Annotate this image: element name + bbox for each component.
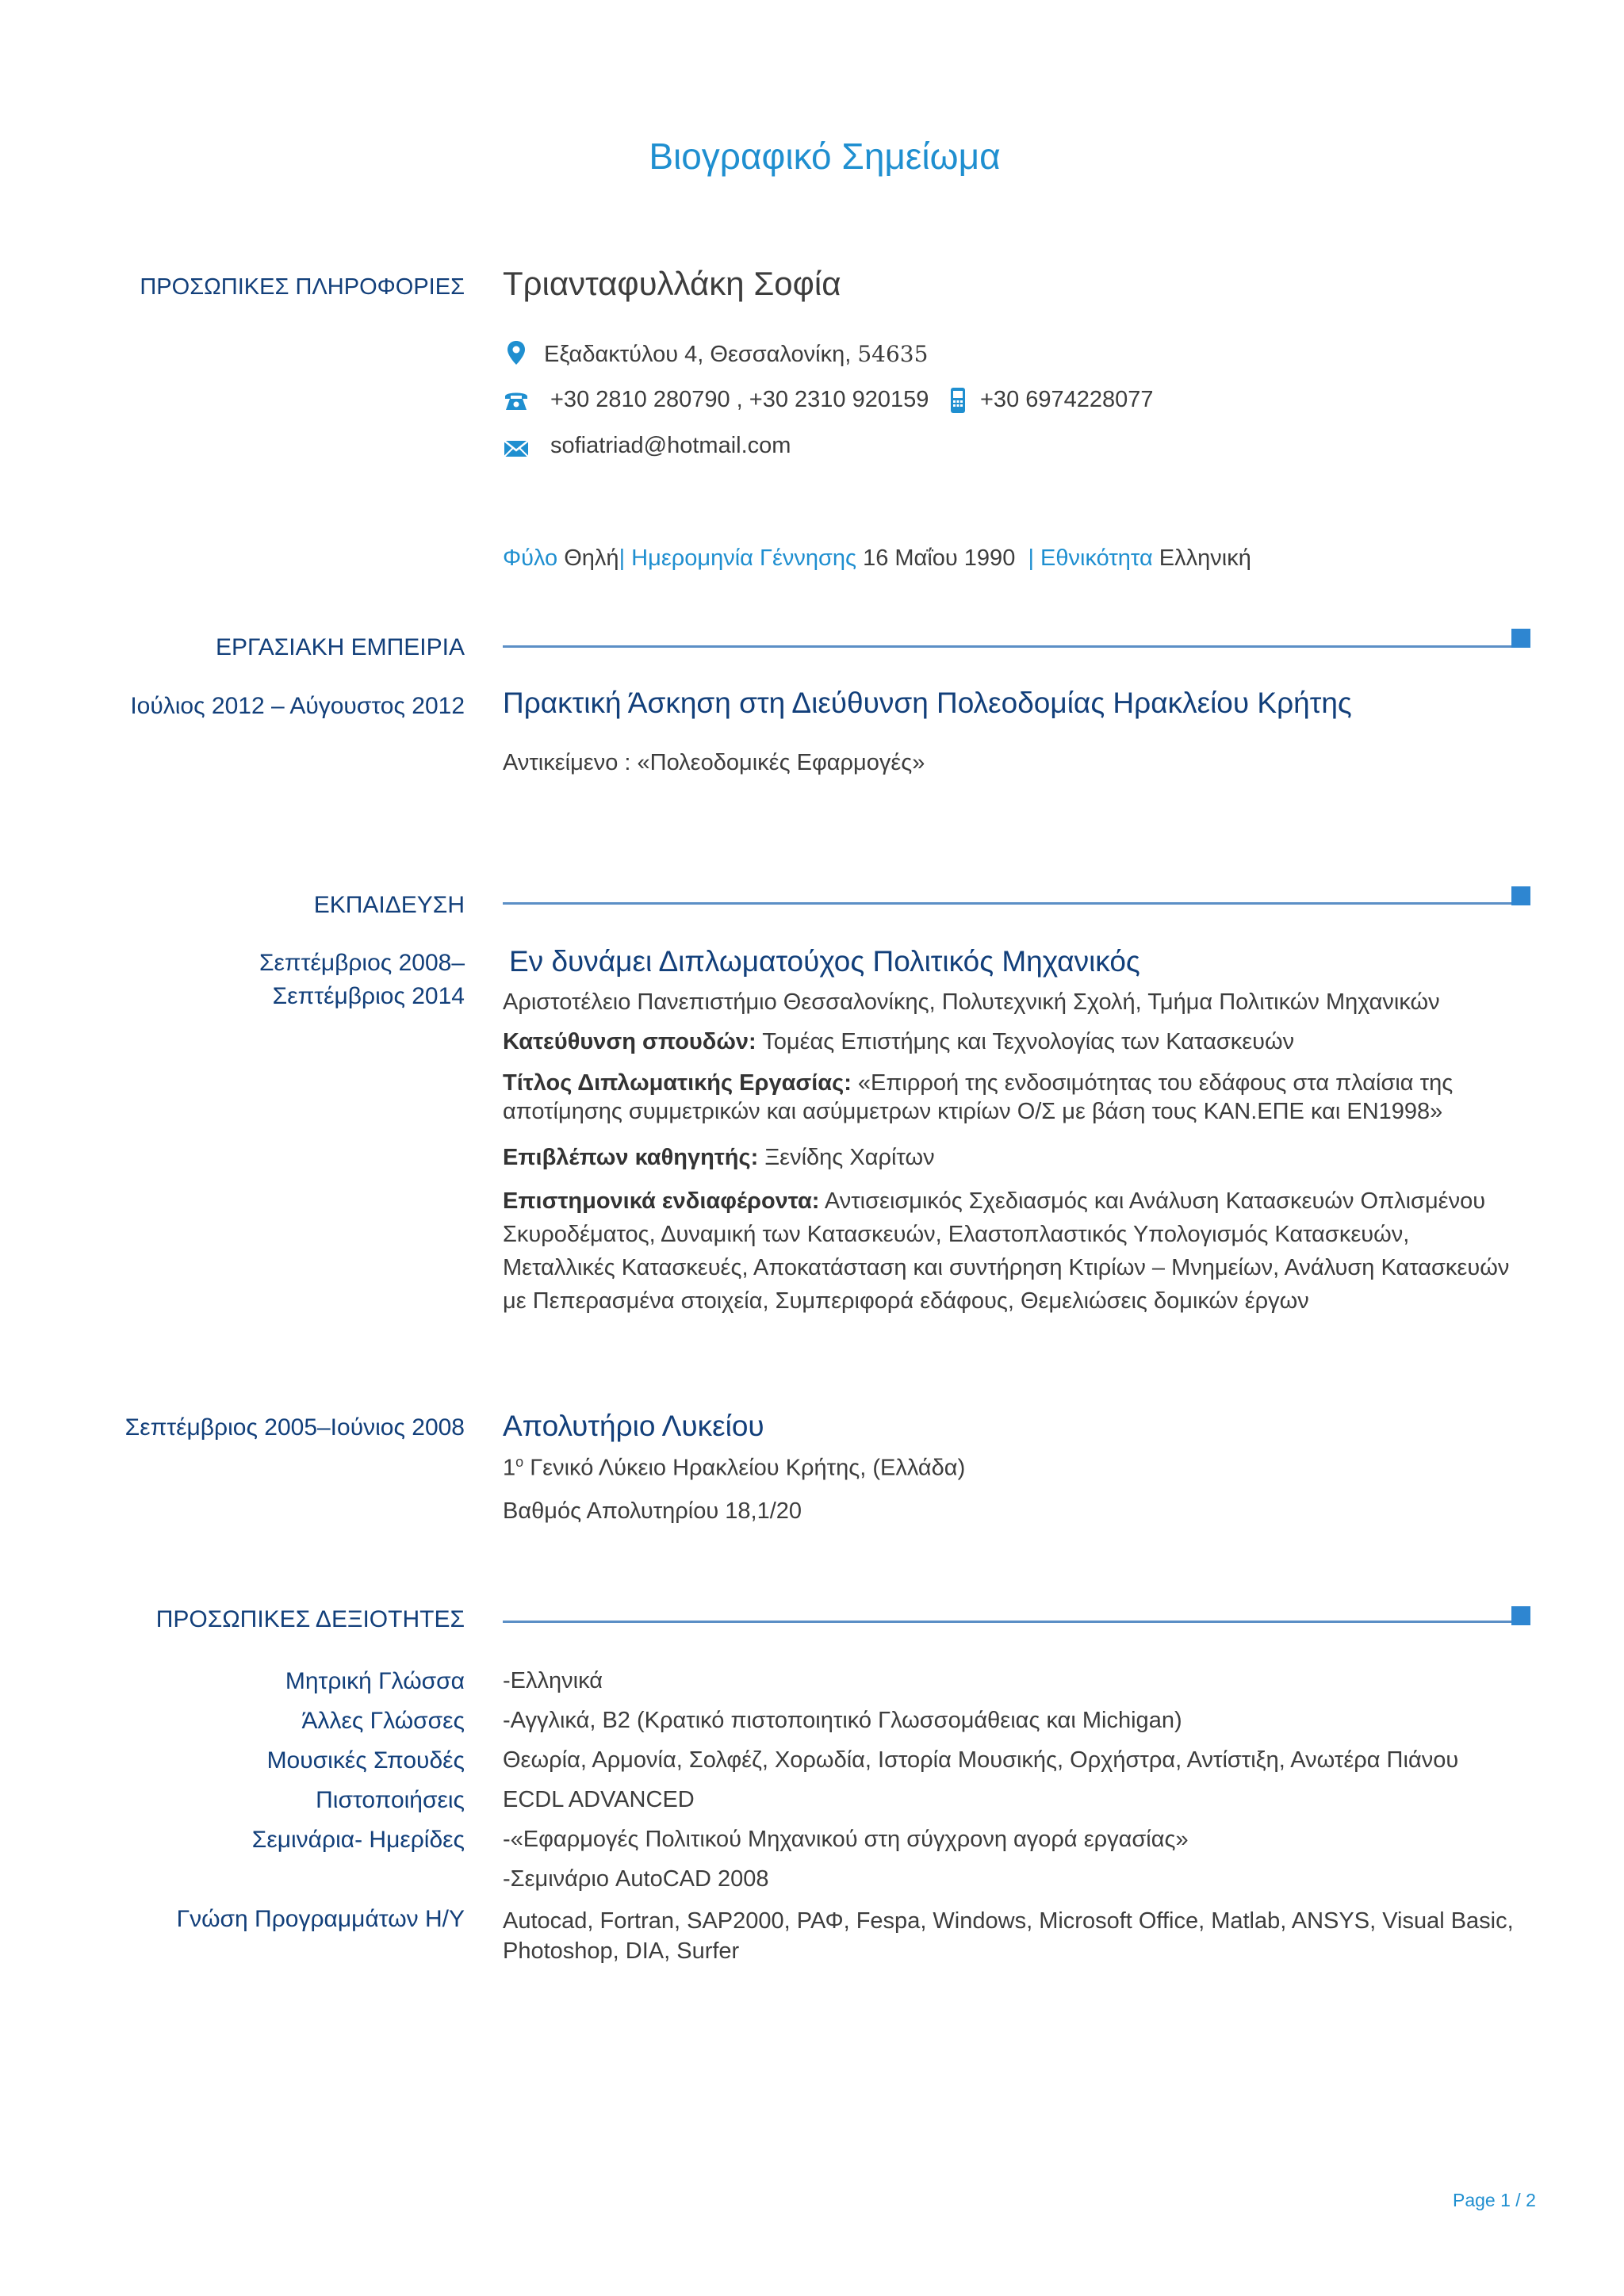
skill-value-mother: -Ελληνικά <box>503 1668 603 1693</box>
education-institution-1: Αριστοτέλειο Πανεπιστήμιο Θεσσαλονίκης, Πολυτεχνική Σχολή, Τμήμα Πολιτικών Μηχανικών <box>503 989 1440 1015</box>
skill-value-software: Autocad, Fortran, SAP2000, ΡΑΦ, Fespa, Windows, Microsoft Office, Matlab, ANSYS, Visual Basic, Photoshop, DIA, Surfer <box>503 1908 1514 1964</box>
skill-label-other: Άλλες Γλώσσες <box>301 1708 465 1734</box>
section-label-personal: ΠΡΟΣΩΠΙΚΕΣ ΠΛΗΡΟΦΟΡΙΕΣ <box>140 274 465 300</box>
mobile-number: +30 6974228077 <box>980 387 1154 412</box>
section-rule <box>503 645 1511 648</box>
skill-value-cert: ECDL ADVANCED <box>503 1787 695 1812</box>
page-title: Βιογραφικό Σημείωμα <box>649 136 1001 177</box>
skill-value-seminar-2: -Σεμινάριο AutoCAD 2008 <box>503 1866 769 1892</box>
work-period: Ιούλιος 2012 – Αύγουστος 2012 <box>130 693 465 719</box>
education-grade-2: Βαθμός Απολυτηρίου 18,1/20 <box>503 1498 802 1524</box>
education-direction: Κατεύθυνση σπουδών: Τομέας Επιστήμης και Τεχνολογίας των Κατασκευών <box>503 1029 1295 1054</box>
location-pin-icon <box>503 339 530 366</box>
education-interests: Επιστημονικά ενδιαφέροντα: Αντισεισμικός Σχεδιασμός και Ανάλυση Κατασκευών Οπλισμένου Σκυροδέματος, Δυναμική των Κατασκευών, Ελαστοπλαστικός Υπολογισμός Κατασκευών, Μεταλλικές Κατασκευές, Αποκατάσταση και συντήρηση Κτιρίων – Μνημείων, Ανάλυση Κατασκευών με Πεπερασμένα στοιχεία, Συμπεριφορά εδάφους, Θεμελιώσεις δομικών έργων <box>503 1188 1510 1314</box>
skill-label-music: Μουσικές Σπουδές <box>266 1747 465 1774</box>
work-title: Πρακτική Άσκηση στη Διεύθυνση Πολεοδομίας Ηρακλείου Κρήτης <box>503 687 1352 719</box>
phone-icon <box>503 387 530 414</box>
gender-value: Θηλή <box>564 545 619 571</box>
skill-value-other: -Αγγλικά, Β2 (Κρατικό πιστοποιητικό Γλωσσομάθειας και Michigan) <box>503 1708 1182 1733</box>
section-square <box>1511 1606 1530 1625</box>
education-title-2: Απολυτήριο Λυκείου <box>503 1410 764 1442</box>
section-label-education: ΕΚΠΑΙΔΕΥΣΗ <box>313 892 465 918</box>
birth-label: | Ημερομηνία Γέννησης <box>619 545 857 571</box>
mobile-icon <box>948 387 967 414</box>
education-period-2: Σεπτέμβριος 2005–Ιούνιος 2008 <box>124 1414 465 1441</box>
skill-label-software: Γνώση Προγραμμάτων Η/Υ <box>176 1906 465 1932</box>
skill-label-seminar: Σεμινάρια- Ημερίδες <box>251 1827 465 1853</box>
birth-value: 16 Μαΐου 1990 <box>863 545 1016 571</box>
phone-numbers: +30 2810 280790 , +30 2310 920159 <box>550 387 929 412</box>
skill-label-mother: Μητρική Γλώσσα <box>285 1668 465 1694</box>
education-period-1a: Σεπτέμβριος 2008– <box>259 950 465 976</box>
email: sofiatriad@hotmail.com <box>550 433 791 458</box>
skill-value-seminar-1: -«Εφαρμογές Πολιτικού Μηχανικού στη σύγχρονη αγορά εργασίας» <box>503 1827 1189 1852</box>
skill-value-music: Θεωρία, Αρμονία, Σολφέζ, Χορωδία, Ιστορία Μουσικής, Ορχήστρα, Αντίστιξη, Ανωτέρα Πιάνου <box>503 1747 1459 1773</box>
address: Εξαδακτύλου 4, Θεσσαλονίκη, 54635 <box>544 341 929 367</box>
education-school-2: $1^o$ Γενικό Λύκειο Ηρακλείου Κρήτης, (Ελλάδα) <box>503 1454 966 1481</box>
section-rule <box>503 1621 1511 1623</box>
education-thesis: Τίτλος Διπλωματικής Εργασίας: «Επιρροή της ενδοσιμότητας του εδάφους στα πλαίσια της αποτίμησης συμμετρικών και ασύμμετρων κτιρίων Ο/Σ με βάση τους ΚΑΝ.ΕΠΕ και ΕΝ1998» <box>503 1070 1454 1124</box>
section-label-work: ΕΡΓΑΣΙΑΚΗ ΕΜΠΕΙΡΙΑ <box>215 634 465 660</box>
section-square <box>1511 629 1530 648</box>
section-label-skills: ΠΡΟΣΩΠΙΚΕΣ ΔΕΞΙΟΤΗΤΕΣ <box>155 1606 465 1632</box>
section-square <box>1511 886 1530 905</box>
education-period-1b: Σεπτέμβριος 2014 <box>272 983 465 1009</box>
page-number: Page 1 / 2 <box>1453 2190 1536 2210</box>
education-supervisor: Επιβλέπων καθηγητής: Ξενίδης Χαρίτων <box>503 1145 935 1170</box>
nationality-label: | Εθνικότητα <box>1028 545 1153 571</box>
education-title-1: Εν δυνάμει Διπλωματούχος Πολιτικός Μηχανικός <box>509 945 1140 978</box>
personal-details-line <box>503 545 1251 572</box>
skill-label-cert: Πιστοποιήσεις <box>316 1787 465 1813</box>
work-object: Αντικείμενο : «Πολεοδομικές Εφαρμογές» <box>503 750 925 775</box>
nationality-value: Ελληνική <box>1159 545 1251 571</box>
person-name: Τριανταφυλλάκη Σοφία <box>503 265 841 302</box>
email-icon <box>503 434 530 461</box>
gender-label: Φύλο <box>503 545 558 571</box>
section-rule <box>503 902 1511 905</box>
